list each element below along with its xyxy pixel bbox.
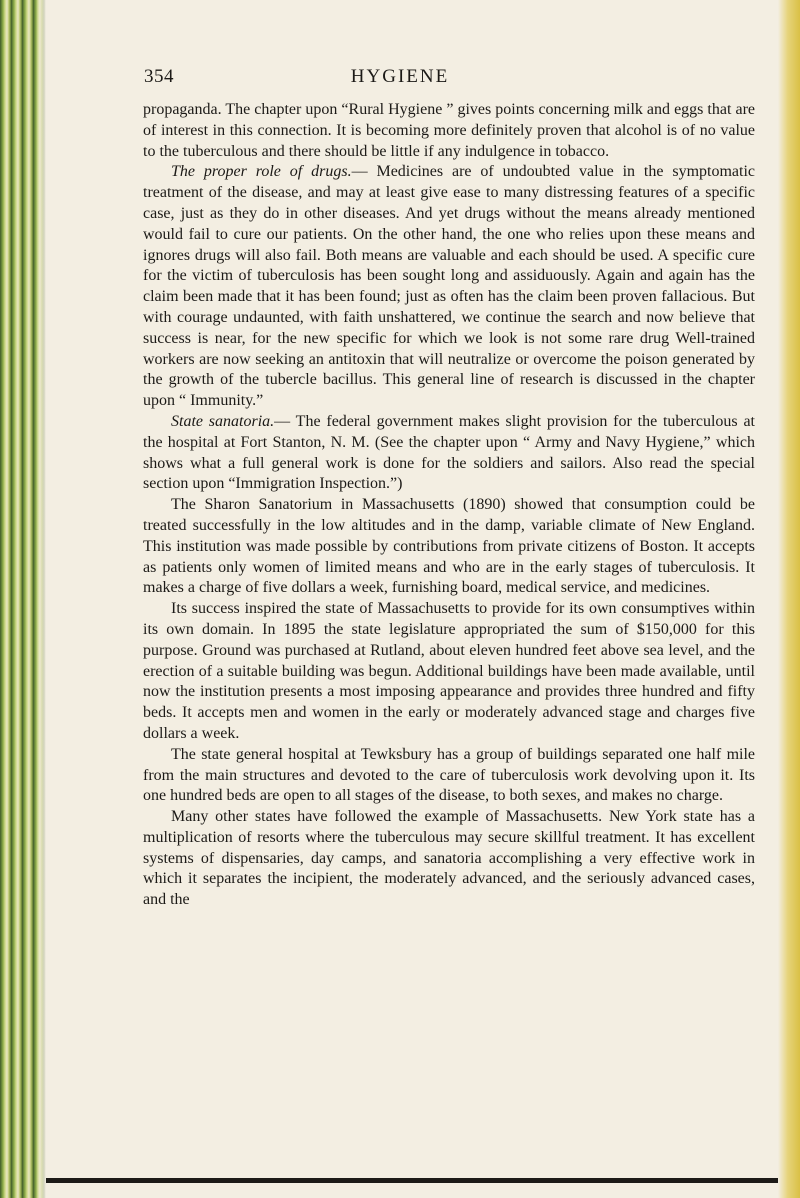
- run-in-heading-state-sanatoria: State sanatoria.: [171, 412, 275, 430]
- paragraph-state-sanatoria-text: — The federal government makes slight provision for the tuberculous at the hospital at Fort Stanton, N. M. (See the chapter upon “ Army and Navy Hygiene,” which shows what a full general work is done for the soldiers and sailors. Also read the special section upon “Immigration Inspection.”): [143, 412, 755, 493]
- paragraph-rutland: [143, 599, 755, 745]
- paragraph-drugs: [143, 162, 755, 412]
- paragraph-other-states: [143, 807, 755, 911]
- paragraph-tewksbury-text: The state general hospital at Tewksbury has a group of buildings separated one half mile from the main structures and devoted to the care of tuberculosis work devolving upon it. Its one hundred beds are open to all stages of the disease, to both sexes, and makes no charge.: [143, 745, 755, 805]
- page-number: 354: [144, 66, 174, 87]
- paragraph-drugs-text: — Medicines are of undoubted value in the symptomatic treatment of the disease, and may at least give ease to many distressing features of a specific case, just as they do in other diseases. And yet drugs without the means already mentioned would fail to cure our patients. On the other hand, the one who relies upon these means and ignores drugs will also fail. Both means are valuable and each should be used. A specific cure for the victim of tuberculosis has been sought long and assiduously. Again and again has the claim been made that it has been found; just as often has the claim been proven fallacious. But with courage undaunted, with faith unshattered, we continue the search and now believe that success is near, for the new specific for which we look is not some rare drug Well-trained workers are now seeking an antitoxin that will neutralize or overcome the poison generated by the growth of the tubercle bacillus. This general line of research is discussed in the chapter upon “ Immunity.”: [143, 163, 755, 410]
- body-text: [143, 100, 755, 911]
- paragraph-state-sanatoria: [143, 412, 755, 495]
- book-binding-edge: [0, 0, 46, 1198]
- run-in-heading-drugs: The proper role of drugs.: [171, 163, 352, 181]
- paragraph-other-states-text: Many other states have followed the example of Massachusetts. New York state has a multiplication of resorts where the tuberculous may secure skillful treatment. It has excellent systems of dispensaries, day camps, and sanatoria accomplishing a very effective work in which it separates the incipient, the moderately advanced, and the seriously advanced cases, and the: [143, 808, 755, 909]
- paragraph-rutland-text: Its success inspired the state of Massachusetts to provide for its own consumptives within its own domain. In 1895 the state legislature appropriated the sum of $150,000 for this purpose. Ground was purchased at Rutland, about eleven hundred feet above sea level, and the erection of a suitable building was begun. Additional buildings have been made available, until now the institution presents a most imposing appearance and provides three hundred and fifty beds. It accepts men and women in the early or moderately advanced stage and charges five dollars a week.: [143, 600, 755, 742]
- paragraph-1: [143, 100, 755, 162]
- running-head: HYGIENE: [350, 66, 450, 87]
- bottom-rule: [46, 1178, 778, 1183]
- paragraph-tewksbury: [143, 745, 755, 807]
- paragraph-sharon: [143, 495, 755, 599]
- paragraph-sharon-text: The Sharon Sanatorium in Massachusetts (1890) showed that consumption could be treated successfully in the low altitudes and in the damp, variable climate of New England. This institution was made possible by contributions from private citizens of Boston. It accepts as patients only women of limited means and who are in the early stages of tuberculosis. It makes a charge of five dollars a week, furnishing board, medical service, and medicines.: [143, 496, 755, 597]
- page-edge: [778, 0, 800, 1198]
- paragraph-1-text: propaganda. The chapter upon “Rural Hygiene ” gives points concerning milk and eggs that are of interest in this connection. It is becoming more definitely proven that alcohol is of no value to the tuberculous and there should be little if any indulgence in tobacco.: [143, 101, 755, 160]
- page-header: [0, 66, 800, 90]
